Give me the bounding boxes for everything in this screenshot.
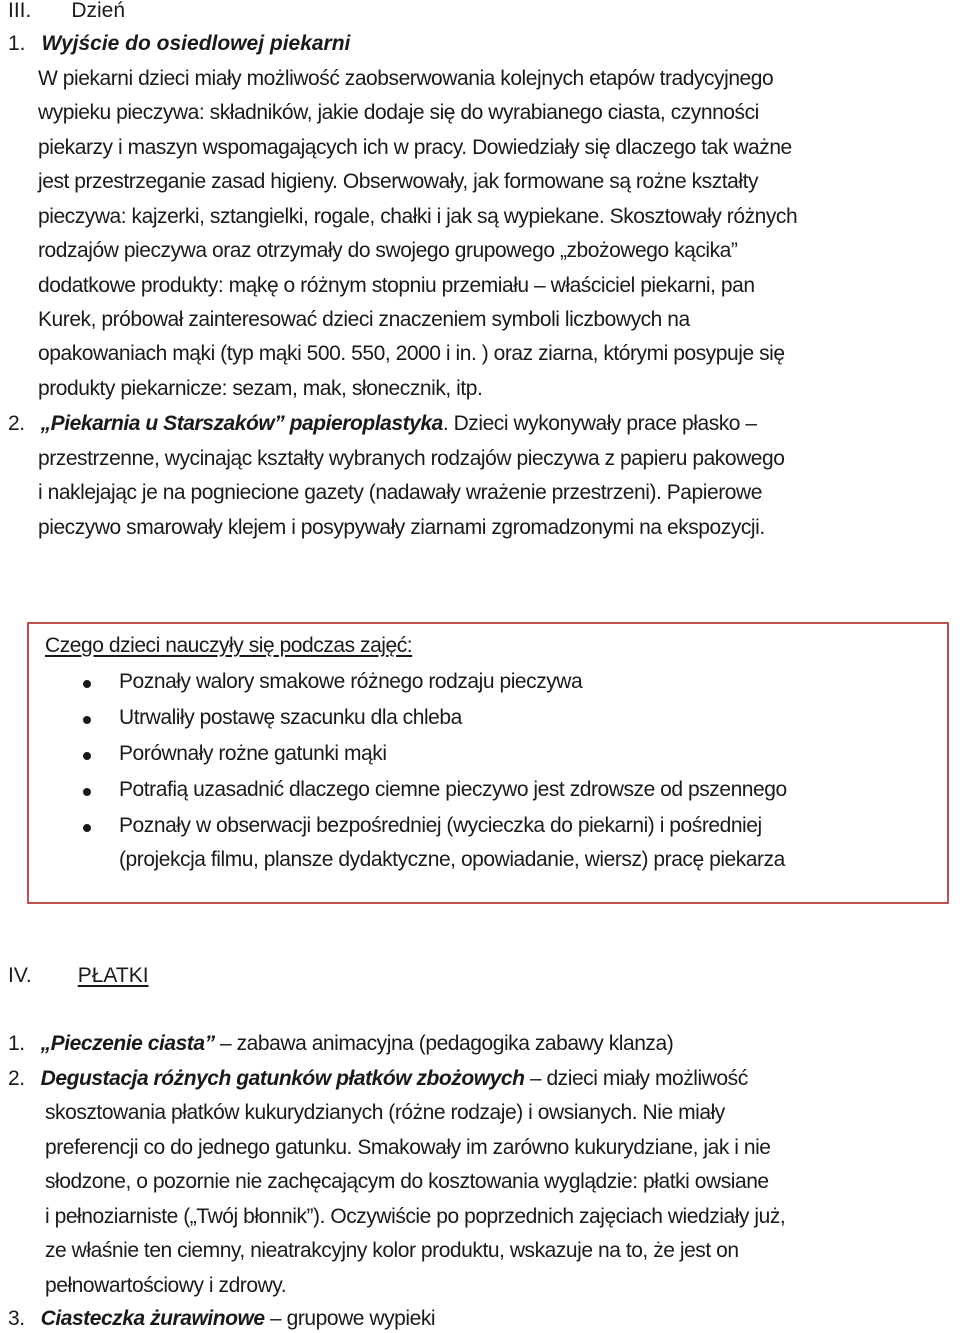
item-title: Degustacja różnych gatunków płatków zbożowych: [40, 1067, 525, 1090]
section-4-item-2: [8, 1065, 748, 1093]
item-2-heading: [8, 410, 757, 438]
bullet-icon: [83, 788, 91, 796]
summary-box: [27, 622, 949, 904]
paragraph-line: opakowaniach mąki (typ mąki 500. 550, 2000 i in. ) oraz ziarna, którymi posypuje się: [38, 342, 785, 365]
item-number: 2.: [8, 412, 25, 435]
bullet-text: Poznały w obserwacji bezpośredniej (wycieczka do piekarni) i pośredniej: [119, 814, 762, 837]
bullet-text: Potrafią uzasadnić dlaczego ciemne pieczywo jest zdrowsze od pszennego: [119, 778, 787, 801]
paragraph-line: rodzajów pieczywa oraz otrzymały do swojego grupowego „zbożowego kącika”: [38, 239, 738, 262]
bullet-text-continued: (projekcja filmu, plansze dydaktyczne, opowiadanie, wiersz) pracę piekarza: [119, 848, 785, 871]
section-4-heading: [8, 962, 149, 990]
section-3-heading: [8, 0, 125, 25]
paragraph-line: przestrzenne, wycinając kształty wybranych rodzajów pieczywa z papieru pakowego: [38, 447, 785, 470]
bullet-icon: [83, 716, 91, 724]
item-title: Ciasteczka żurawinowe: [40, 1307, 265, 1330]
section-title: PŁATKI: [77, 964, 149, 987]
section-4-item-3: [8, 1305, 435, 1333]
paragraph-line: pieczywa: kajzerki, sztangielki, rogale, chałki i jak są wypiekane. Skosztowały różnych: [38, 205, 798, 228]
bullet-text: Poznały walory smakowe różnego rodzaju pieczywa: [119, 670, 583, 693]
summary-heading: [45, 632, 412, 660]
paragraph-line: produkty piekarnicze: sezam, mak, słonecznik, itp.: [38, 377, 483, 400]
section-title: Dzień: [71, 0, 126, 22]
paragraph-line: wypieku pieczywa: składników, jakie dodaje się do wyrabianego ciasta, czynności: [38, 101, 759, 124]
paragraph-line: Kurek, próbował zainteresować dzieci znaczeniem symboli liczbowych na: [38, 308, 690, 331]
paragraph-line: skosztowania płatków kukurydzianych (różne rodzaje) i owsianych. Nie miały: [45, 1101, 725, 1124]
paragraph-line: W piekarni dzieci miały możliwość zaobserwowania kolejnych etapów tradycyjnego: [38, 67, 774, 90]
item-title: Wyjście do osiedlowej piekarni: [41, 32, 351, 55]
item-number: 1.: [8, 1032, 25, 1055]
paragraph-line: jest przestrzeganie zasad higieny. Obserwowały, jak formowane są rożne kształty: [38, 170, 759, 193]
paragraph-line: słodzone, o pozornie nie zachęcającym do kosztowania wyglądzie: płatki owsiane: [45, 1170, 769, 1193]
section-number: IV.: [8, 964, 32, 987]
bullet-text: Utrwaliły postawę szacunku dla chleba: [119, 706, 462, 729]
item-text: . Dzieci wykonywały prace płasko –: [442, 412, 757, 435]
paragraph-line: ze właśnie ten ciemny, nieatrakcyjny kolor produktu, wskazuje na to, że jest on: [45, 1239, 739, 1262]
item-text: – zabawa animacyjna (pedagogika zabawy klanza): [214, 1032, 674, 1055]
item-text: – dzieci miały możliwość: [524, 1067, 748, 1090]
item-title: „Pieczenie ciasta”: [40, 1032, 215, 1055]
bullet-icon: [83, 752, 91, 760]
bullet-icon: [83, 824, 91, 832]
summary-heading-text: Czego dzieci nauczyły się podczas zajęć:: [45, 634, 413, 657]
item-text: – grupowe wypieki: [264, 1307, 436, 1330]
paragraph-line: dodatkowe produkty: mąkę o różnym stopniu przemiału – właściciel piekarni, pan: [38, 274, 755, 297]
paragraph-line: preferencji co do jednego gatunku. Smakowały im zarówno kukurydziane, jak i nie: [45, 1136, 771, 1159]
item-title: „Piekarnia u Starszaków” papieroplastyka: [40, 412, 443, 435]
item-number: 1.: [8, 32, 26, 55]
paragraph-line: i pełnoziarniste („Twój błonnik”). Oczywiście po poprzednich zajęciach wiedziały już,: [45, 1205, 786, 1228]
item-number: 2.: [8, 1067, 25, 1090]
item-1-heading: [8, 30, 350, 58]
section-4-item-1: [8, 1030, 673, 1058]
section-number: III.: [8, 0, 32, 22]
bullet-icon: [83, 680, 91, 688]
paragraph-line: pełnowartościowy i zdrowy.: [45, 1274, 287, 1297]
item-number: 3.: [8, 1307, 25, 1330]
paragraph-line: i naklejając je na pogniecione gazety (nadawały wrażenie przestrzeni). Papierowe: [38, 481, 762, 504]
paragraph-line: pieczywo smarowały klejem i posypywały ziarnami zgromadzonymi na ekspozycji.: [38, 516, 765, 539]
paragraph-line: piekarzy i maszyn wspomagających ich w pracy. Dowiedziały się dlaczego tak ważne: [38, 136, 792, 159]
bullet-text: Porównały rożne gatunki mąki: [119, 742, 387, 765]
